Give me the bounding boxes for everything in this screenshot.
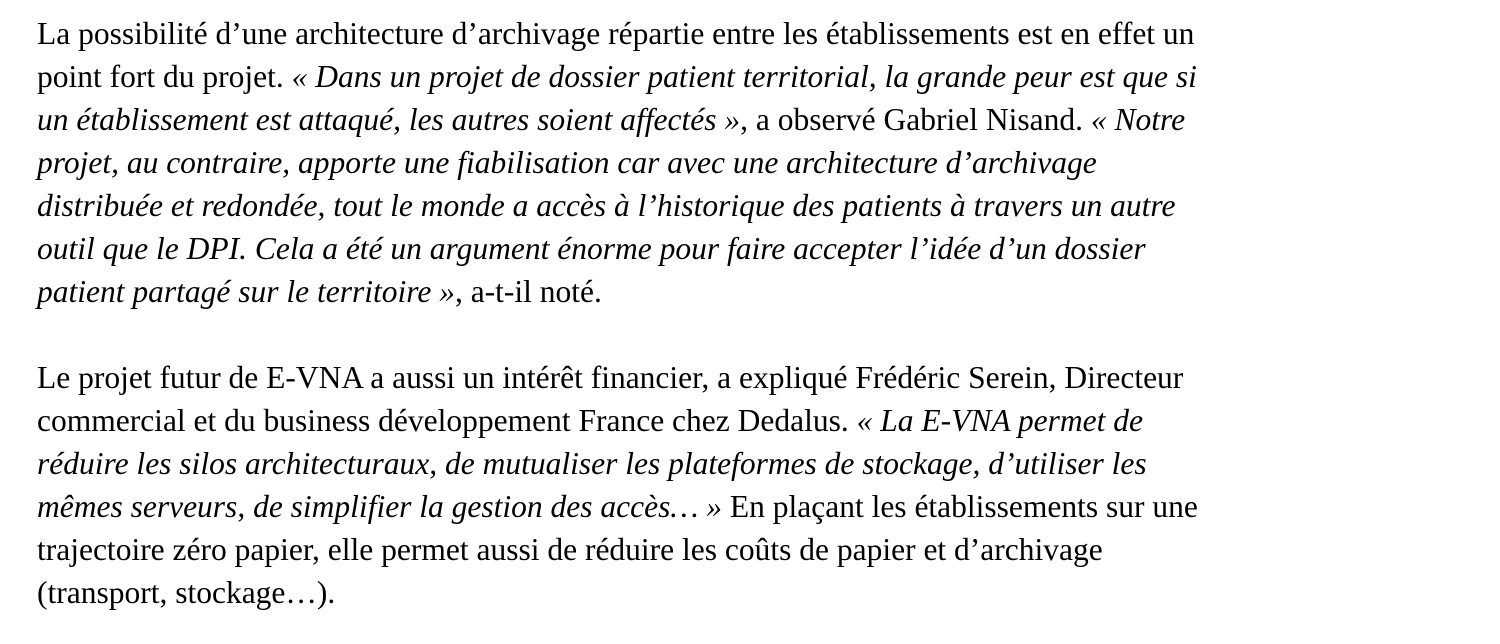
text-line	[37, 227, 1477, 270]
text-line	[37, 55, 1477, 98]
paragraph	[37, 12, 1477, 313]
quote-text: distribuée et redondée, tout le monde a accès à l’historique des patients à travers un autre	[37, 188, 1176, 223]
body-text: La possibilité d’une architecture d’archivage répartie entre les établissements est en effet un	[37, 16, 1195, 51]
quote-text: « Notre	[1090, 102, 1186, 137]
text-line	[37, 12, 1477, 55]
document-body	[37, 12, 1477, 614]
body-text: trajectoire zéro papier, elle permet aussi de réduire les coûts de papier et d’archivage	[37, 532, 1103, 567]
text-line	[37, 399, 1477, 442]
quote-text: projet, au contraire, apporte une fiabilisation car avec une architecture d’archivage	[37, 145, 1097, 180]
text-line	[37, 356, 1477, 399]
text-line	[37, 141, 1477, 184]
body-text: commercial et du business développement France chez Dedalus.	[37, 403, 857, 438]
quote-text: outil que le DPI. Cela a été un argument énorme pour faire accepter l’idée d’un dossier	[37, 231, 1146, 266]
quote-text: mêmes serveurs, de simplifier la gestion des accès… »	[37, 489, 723, 524]
paragraph	[37, 356, 1477, 614]
quote-text: un établissement est attaqué, les autres soient affectés »	[37, 102, 741, 137]
body-text: point fort du projet.	[37, 59, 292, 94]
quote-text: patient partagé sur le territoire »	[37, 274, 455, 309]
body-text: (transport, stockage…).	[37, 575, 336, 610]
text-line	[37, 485, 1477, 528]
text-line	[37, 528, 1477, 571]
quote-text: « Dans un projet de dossier patient territorial, la grande peur est que si	[291, 59, 1197, 94]
text-line	[37, 442, 1477, 485]
body-text: , a-t-il noté.	[454, 274, 602, 309]
body-text: Le projet futur de E-VNA a aussi un intérêt financier, a expliqué Frédéric Serein, Directeur	[37, 360, 1184, 395]
text-line	[37, 270, 1477, 313]
text-line	[37, 184, 1477, 227]
body-text: , a observé Gabriel Nisand.	[740, 102, 1091, 137]
text-line	[37, 571, 1477, 614]
text-line	[37, 98, 1477, 141]
quote-text: « La E-VNA permet de	[856, 403, 1143, 438]
body-text: En plaçant les établissements sur une	[722, 489, 1198, 524]
quote-text: réduire les silos architecturaux, de mutualiser les plateformes de stockage, d’utiliser les	[37, 446, 1147, 481]
